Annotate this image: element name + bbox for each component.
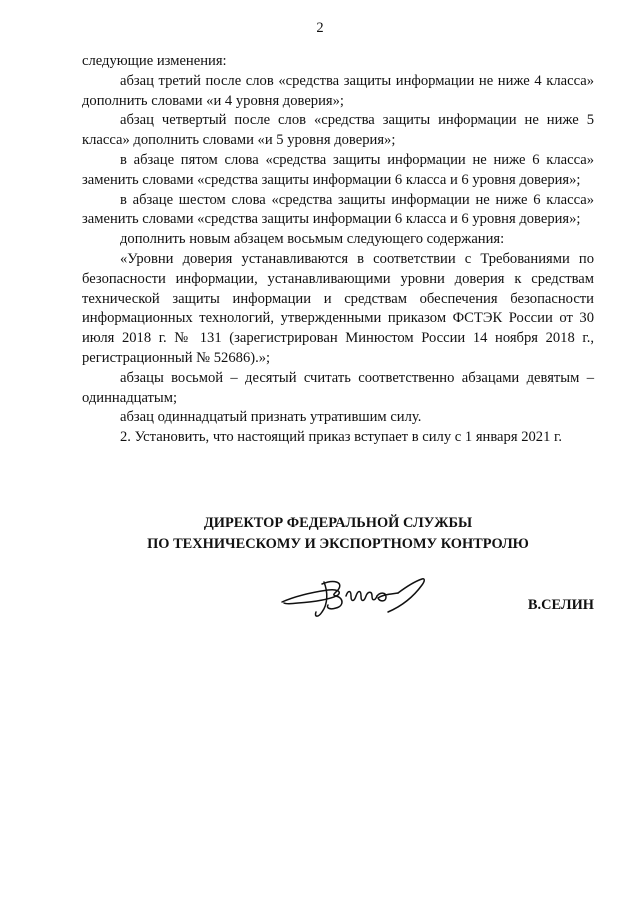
paragraph-changes-intro: следующие изменения: bbox=[82, 53, 227, 69]
paragraph-renumber: абзацы восьмой – десятый считать соответственно абзацами девятым – одиннадцатым; bbox=[82, 369, 594, 406]
paragraph-effective-date: 2. Установить, что настоящий приказ вступает в силу с 1 января 2021 г. bbox=[120, 429, 563, 446]
paragraph-item-3: абзац третий после слов «средства защиты информации не ниже 4 класса» дополнить словами «и 4 уровня доверия»; bbox=[82, 72, 594, 109]
signatory-title bbox=[82, 513, 594, 555]
paragraph-quoted-text: «Уровни доверия устанавливаются в соответствии с Требованиями по безопасности информации, устанавливающими уровни доверия к средствам технической защиты информации и средствам обеспечения безопасности информационных технологий, утвержденными приказом ФСТЭК России от 30 июля 2018 г. № 131 (зарегистрирован Минюстом России 14 ноября 2018 г., регистрационный № 52686).»; bbox=[82, 250, 594, 366]
document-body bbox=[82, 52, 594, 448]
paragraph-invalidate: абзац одиннадцатый признать утратившим силу. bbox=[120, 409, 422, 426]
handwritten-signature bbox=[276, 568, 444, 624]
paragraph-item-5: в абзаце пятом слова «средства защиты информации не ниже 6 класса» заменить словами «средства защиты информации 6 класса и 6 уровня доверия»; bbox=[82, 151, 594, 188]
signatory-title-line-2: ПО ТЕХНИЧЕСКОМУ И ЭКСПОРТНОМУ КОНТРОЛЮ bbox=[147, 536, 529, 552]
paragraph-item-4: абзац четвертый после слов «средства защиты информации не ниже 5 класса» дополнить словами «и 5 уровня доверия»; bbox=[82, 112, 594, 149]
paragraph-item-6: в абзаце шестом слова «средства защиты информации не ниже 6 класса» заменить словами «средства защиты информации 6 класса и 6 уровня доверия»; bbox=[82, 191, 594, 228]
paragraph-add-eighth: дополнить новым абзацем восьмым следующего содержания: bbox=[120, 231, 505, 248]
signatory-title-line-1: ДИРЕКТОР ФЕДЕРАЛЬНОЙ СЛУЖБЫ bbox=[203, 515, 473, 531]
page-number: 2 bbox=[316, 20, 324, 36]
signer-name: В.СЕЛИН bbox=[527, 597, 594, 613]
